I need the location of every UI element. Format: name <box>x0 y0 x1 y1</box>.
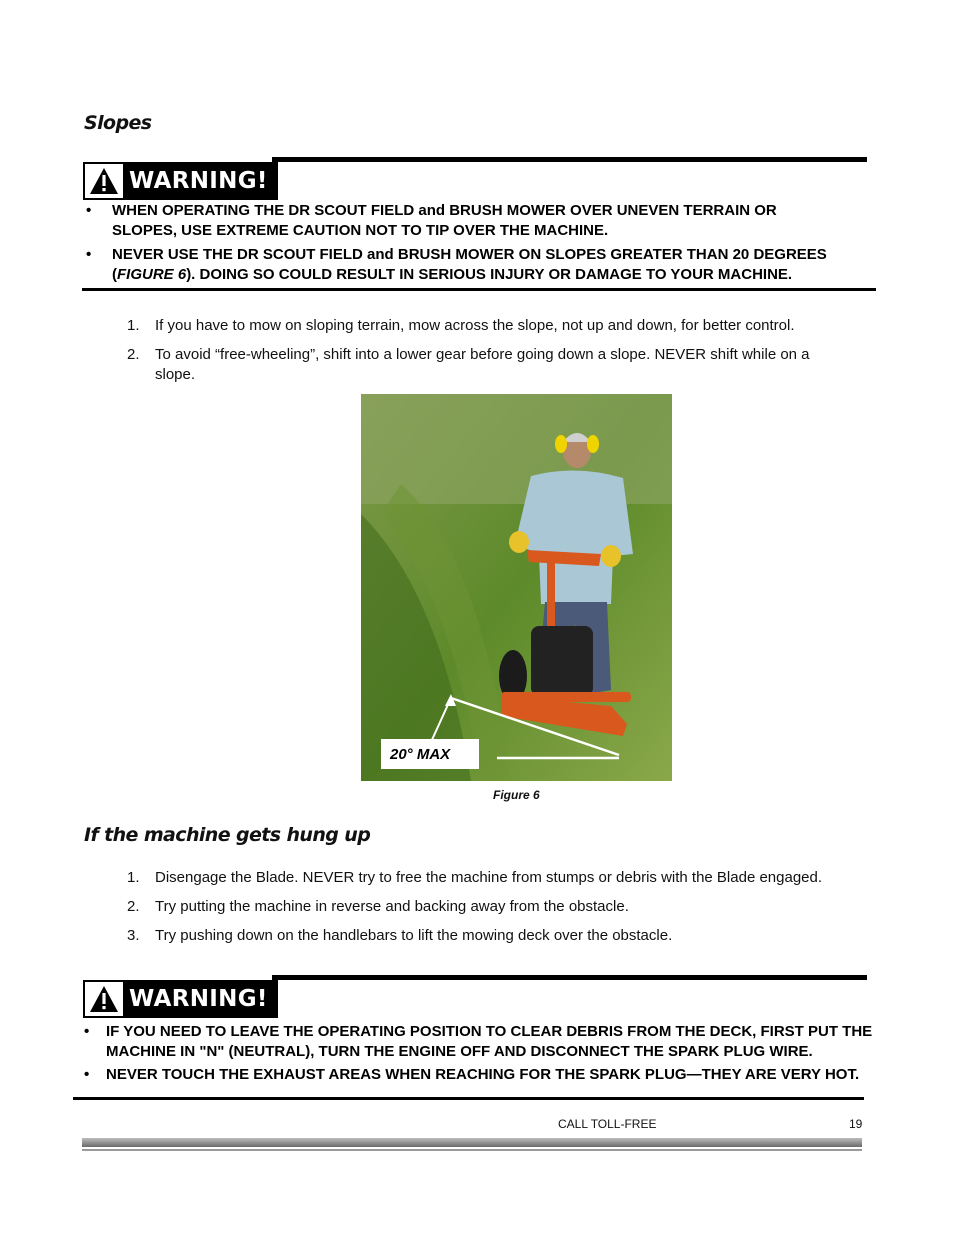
footer-bar <box>82 1138 862 1147</box>
list-item: 1. Disengage the Blade. NEVER try to free the machine from stumps or debris with the Blade engaged. <box>127 869 823 886</box>
warning-top-rule <box>272 157 867 162</box>
list-item: 1. If you have to mow on sloping terrain, mow across the slope, not up and down, for better control. <box>127 317 795 334</box>
warning-triangle-icon <box>85 982 123 1016</box>
warning-badge <box>83 162 278 200</box>
warning-item: • NEVER USE THE DR SCOUT FIELD and BRUSH MOWER ON SLOPES GREATER THAN 20 DEGREES (FIGURE 6). DOING SO COULD RESULT IN SERIOUS INJURY OR DAMAGE TO YOUR MACHINE. <box>86 246 827 283</box>
section-heading-hung-up: If the machine gets hung up <box>84 824 371 846</box>
warning-label: WARNING! <box>123 982 276 1016</box>
warning-top-rule <box>272 975 867 980</box>
mower-slope-illustration <box>361 394 672 781</box>
warning-triangle-icon <box>85 164 123 198</box>
figure-reference: FIGURE 6 <box>117 266 187 283</box>
section-heading-slopes: Slopes <box>84 112 152 134</box>
warning-label: WARNING! <box>123 164 276 198</box>
list-item: 2. Try putting the machine in reverse and backing away from the obstacle. <box>127 898 629 915</box>
figure-caption: Figure 6 <box>493 788 540 802</box>
warning-bottom-rule <box>82 288 876 291</box>
footer-thin-rule <box>82 1149 862 1151</box>
warning-item: • NEVER TOUCH THE EXHAUST AREAS WHEN REACHING FOR THE SPARK PLUG—THEY ARE VERY HOT. <box>84 1066 860 1083</box>
bullet-icon: • <box>84 1023 90 1040</box>
angle-label: 20° MAX <box>390 746 451 763</box>
bullet-icon: • <box>86 246 92 263</box>
warning-item: • IF YOU NEED TO LEAVE THE OPERATING POSITION TO CLEAR DEBRIS FROM THE DECK, FIRST PUT THE MACHINE IN "N" (NEUTRAL), TURN THE ENGINE OFF AND DISCONNECT THE SPARK PLUG WIRE. <box>84 1023 873 1060</box>
list-item: 3. Try pushing down on the handlebars to lift the mowing deck over the obstacle. <box>127 927 673 944</box>
bullet-icon: • <box>86 202 92 219</box>
warning-item: • WHEN OPERATING THE DR SCOUT FIELD and BRUSH MOWER OVER UNEVEN TERRAIN OR SLOPES, USE EXTREME CAUTION NOT TO TIP OVER THE MACHINE. <box>86 202 777 239</box>
warning-badge <box>83 980 278 1018</box>
page-number: 19 <box>849 1117 863 1131</box>
warning-bottom-rule <box>73 1097 864 1100</box>
figure-6-photo <box>361 394 672 781</box>
list-item: 2. To avoid “free-wheeling”, shift into a lower gear before going down a slope. NEVER shift while on a slope. <box>127 346 810 383</box>
footer-call-text: CALL TOLL-FREE <box>558 1117 657 1131</box>
bullet-icon: • <box>84 1066 90 1083</box>
